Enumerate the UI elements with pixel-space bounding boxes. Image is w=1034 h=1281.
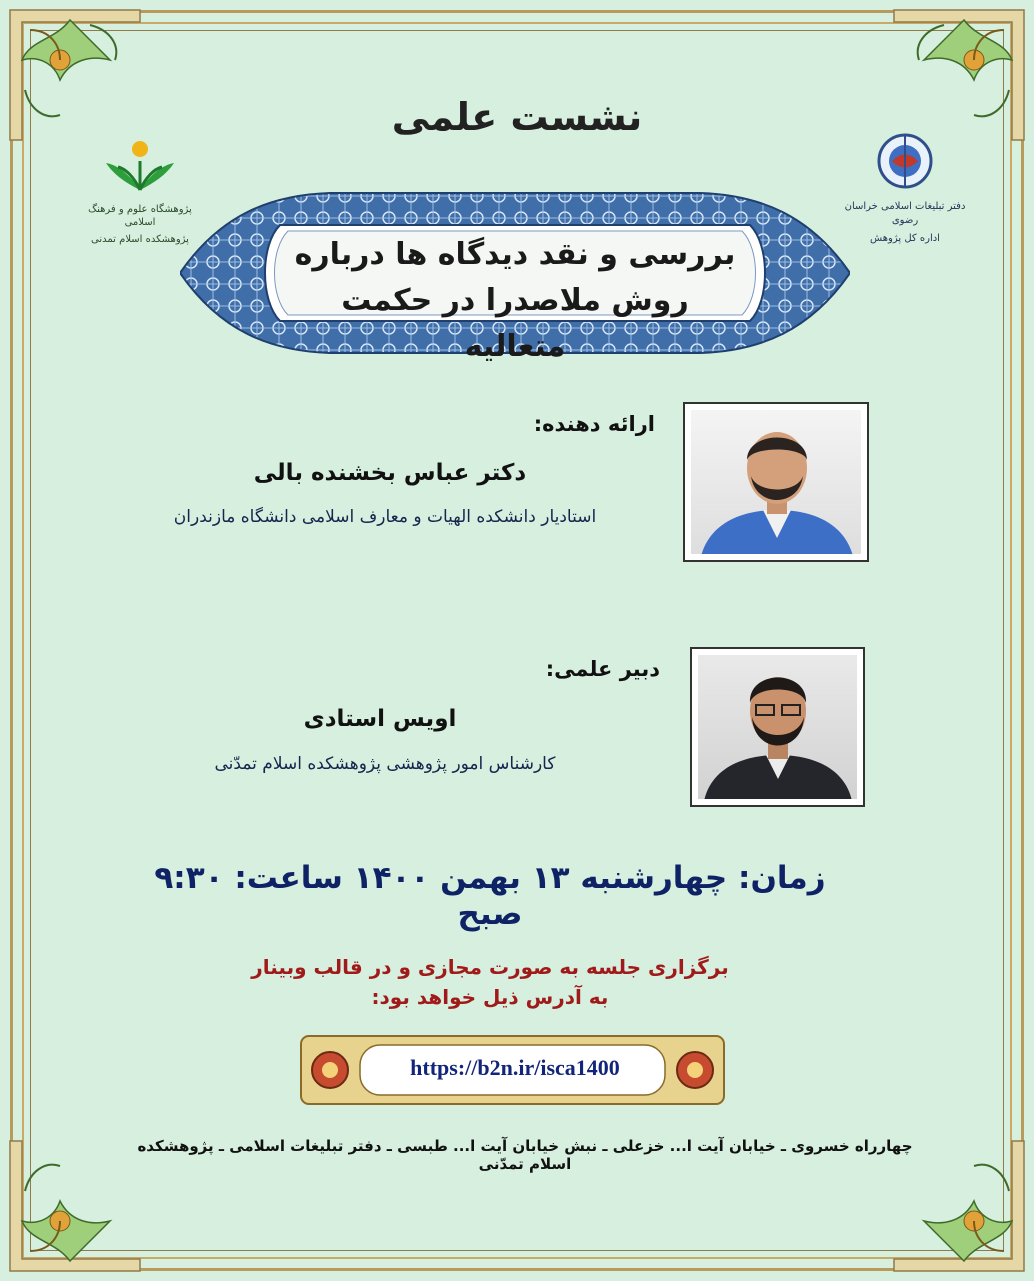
address-footer: چهارراه خسروی ـ خیابان آیت ا... خزعلی ـ نبش خیابان آیت ا... طبسی ـ دفتر تبلیغات اسلامی ـ پژوهشکده اسلام تمدّنی [137, 1137, 913, 1173]
secretary-description: کارشناس امور پژوهشی پژوهشکده اسلام تمدّنی [214, 754, 556, 774]
lecture-title-line1: بررسی و نقد دیدگاه ها درباره [294, 237, 736, 272]
presenter-name: دکتر عباس بخشنده بالی [253, 460, 527, 486]
webinar-link[interactable]: https://b2n.ir/isca1400 [410, 1055, 620, 1080]
secretary-label: دبیر علمی: [545, 657, 660, 681]
webinar-notice-line1: برگزاری جلسه به صورت مجازی و در قالب وبینار [251, 955, 729, 979]
presenter-photo [683, 402, 869, 562]
lecture-title [290, 232, 740, 370]
secretary-photo [690, 647, 865, 807]
logo-right-line2: اداره کل پژوهش [870, 233, 940, 244]
secretary-portrait-icon [698, 655, 857, 799]
presenter-description: استادیار دانشکده الهیات و معارف اسلامی دانشگاه مازندران [173, 507, 597, 527]
logo-left-line1: پژوهشگاه علوم و فرهنگ اسلامی [88, 204, 192, 228]
presenter-portrait-icon [691, 410, 861, 554]
propagation-office-logo [835, 130, 975, 246]
webinar-notice-line2: به آدرس ذیل خواهد بود: [371, 985, 609, 1009]
logo-right-line1: دفتر تبلیغات اسلامی خراسان رضوی [844, 201, 966, 226]
book-leaf-logo-icon [100, 135, 180, 195]
presenter-label: ارائه دهنده: [533, 412, 655, 436]
event-heading: نشست علمی [391, 95, 643, 139]
event-time: زمان: چهارشنبه ۱۳ بهمن ۱۴۰۰ ساعت: ۹:۳۰ صبح [154, 860, 826, 932]
lecture-title-line2: روش ملاصدرا در حکمت متعالیه [341, 283, 689, 364]
logo-left-line2: پژوهشکده اسلام تمدنی [91, 234, 189, 245]
secretary-name: اویس استادی [303, 706, 457, 732]
globe-emblem-icon [870, 130, 940, 192]
